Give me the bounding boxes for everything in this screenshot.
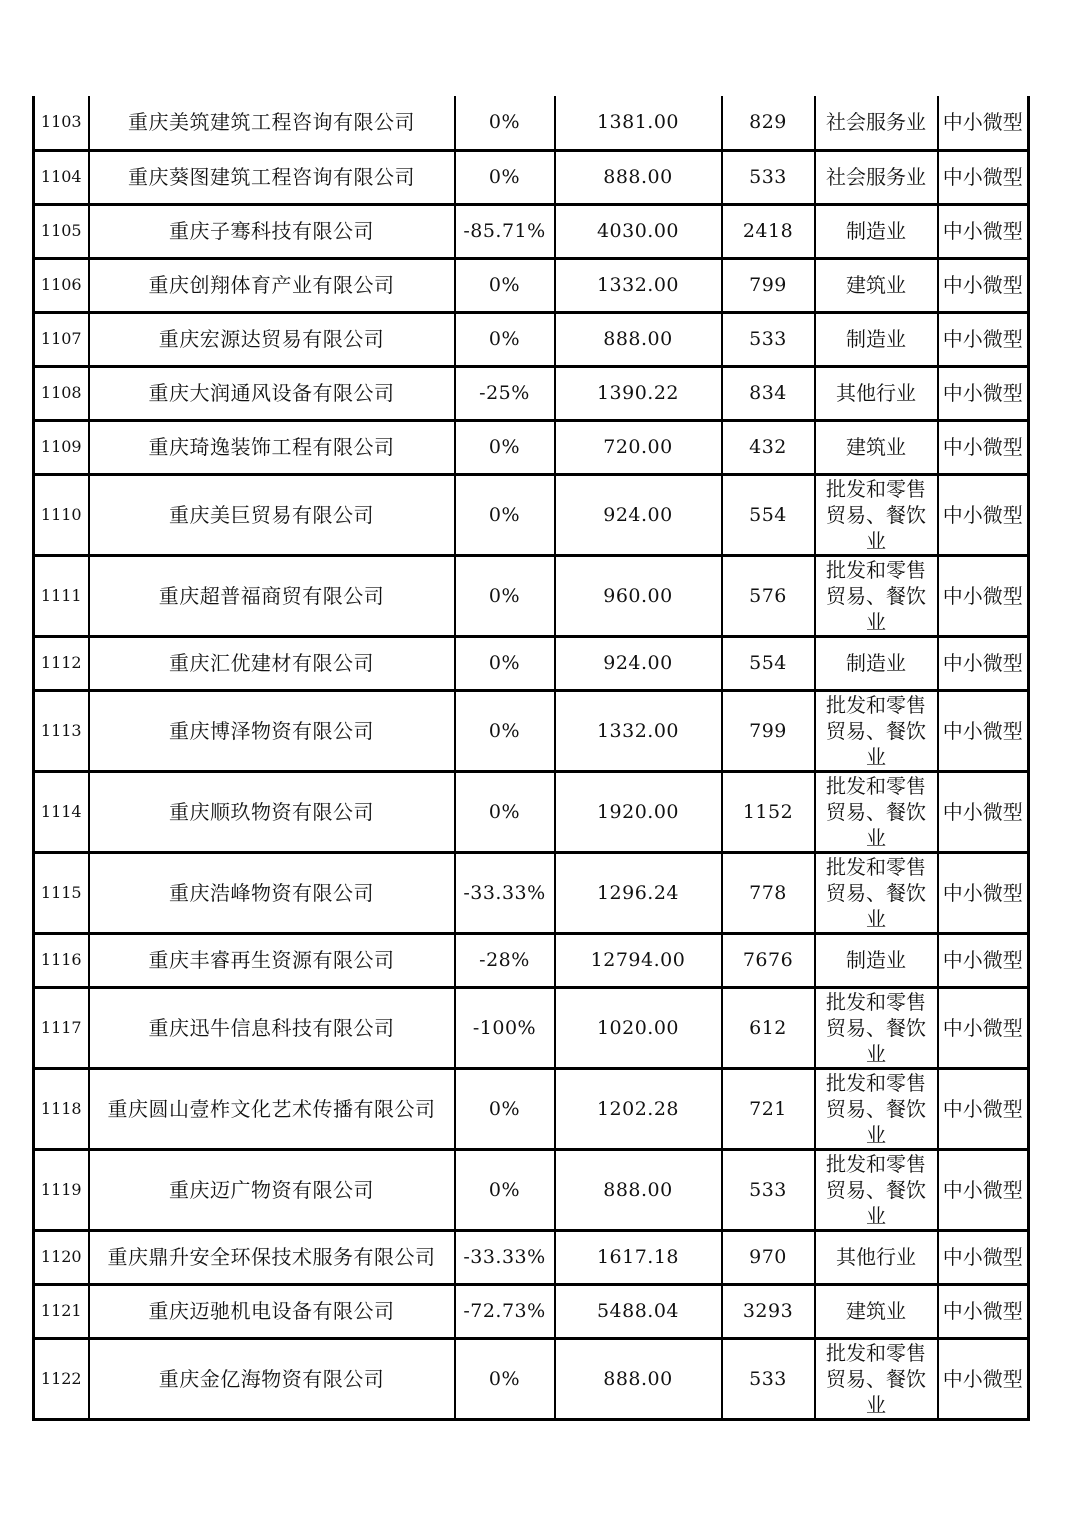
- amount-cell: 1202.28: [555, 1068, 722, 1149]
- row-number-cell: 1119: [34, 1149, 89, 1230]
- table-row: [34, 1230, 1029, 1284]
- change-rate-cell: -28%: [455, 933, 555, 987]
- enterprise-type-cell: 中小微型: [938, 1149, 1029, 1230]
- company-name-cell: 重庆创翔体育产业有限公司: [89, 258, 455, 312]
- value-cell: 7676: [722, 933, 815, 987]
- table-row: [34, 690, 1029, 771]
- change-rate-cell: 0%: [455, 258, 555, 312]
- value-cell: 554: [722, 474, 815, 555]
- value-cell: 533: [722, 1338, 815, 1419]
- industry-cell: 制造业: [815, 204, 938, 258]
- change-rate-cell: -25%: [455, 366, 555, 420]
- enterprise-type-cell: 中小微型: [938, 1068, 1029, 1149]
- company-name-cell: 重庆迅牛信息科技有限公司: [89, 987, 455, 1068]
- amount-cell: 888.00: [555, 150, 722, 204]
- table-row: [34, 1068, 1029, 1149]
- company-name-cell: 重庆美巨贸易有限公司: [89, 474, 455, 555]
- value-cell: 721: [722, 1068, 815, 1149]
- table-body: [34, 96, 1029, 1419]
- industry-cell: 批发和零售贸易、餐饮业: [815, 690, 938, 771]
- enterprise-type-cell: 中小微型: [938, 312, 1029, 366]
- industry-cell: 批发和零售贸易、餐饮业: [815, 987, 938, 1068]
- table-row: [34, 1338, 1029, 1419]
- enterprise-type-cell: 中小微型: [938, 420, 1029, 474]
- table-row: [34, 1284, 1029, 1338]
- table-row: [34, 987, 1029, 1068]
- table-row: [34, 312, 1029, 366]
- table-row: [34, 150, 1029, 204]
- amount-cell: 5488.04: [555, 1284, 722, 1338]
- change-rate-cell: 0%: [455, 1068, 555, 1149]
- enterprise-type-cell: 中小微型: [938, 150, 1029, 204]
- value-cell: 533: [722, 150, 815, 204]
- table-row: [34, 204, 1029, 258]
- change-rate-cell: 0%: [455, 474, 555, 555]
- change-rate-cell: 0%: [455, 96, 555, 150]
- industry-cell: 批发和零售贸易、餐饮业: [815, 1068, 938, 1149]
- table-row: [34, 420, 1029, 474]
- row-number-cell: 1117: [34, 987, 89, 1068]
- value-cell: 1152: [722, 771, 815, 852]
- change-rate-cell: 0%: [455, 771, 555, 852]
- industry-cell: 批发和零售贸易、餐饮业: [815, 1149, 938, 1230]
- amount-cell: 888.00: [555, 312, 722, 366]
- industry-cell: 批发和零售贸易、餐饮业: [815, 555, 938, 636]
- value-cell: 2418: [722, 204, 815, 258]
- value-cell: 3293: [722, 1284, 815, 1338]
- amount-cell: 924.00: [555, 636, 722, 690]
- row-number-cell: 1111: [34, 555, 89, 636]
- company-name-cell: 重庆浩峰物资有限公司: [89, 852, 455, 933]
- company-name-cell: 重庆葵图建筑工程咨询有限公司: [89, 150, 455, 204]
- industry-cell: 社会服务业: [815, 96, 938, 150]
- industry-cell: 社会服务业: [815, 150, 938, 204]
- change-rate-cell: 0%: [455, 1338, 555, 1419]
- amount-cell: 4030.00: [555, 204, 722, 258]
- row-number-cell: 1122: [34, 1338, 89, 1419]
- company-name-cell: 重庆丰睿再生资源有限公司: [89, 933, 455, 987]
- value-cell: 576: [722, 555, 815, 636]
- company-name-cell: 重庆迈广物资有限公司: [89, 1149, 455, 1230]
- row-number-cell: 1121: [34, 1284, 89, 1338]
- industry-cell: 批发和零售贸易、餐饮业: [815, 771, 938, 852]
- value-cell: 432: [722, 420, 815, 474]
- company-name-cell: 重庆大润通风设备有限公司: [89, 366, 455, 420]
- row-number-cell: 1118: [34, 1068, 89, 1149]
- row-number-cell: 1116: [34, 933, 89, 987]
- table-row: [34, 852, 1029, 933]
- value-cell: 834: [722, 366, 815, 420]
- enterprise-type-cell: 中小微型: [938, 96, 1029, 150]
- enterprise-type-cell: 中小微型: [938, 474, 1029, 555]
- table-row: [34, 258, 1029, 312]
- industry-cell: 其他行业: [815, 366, 938, 420]
- table-row: [34, 555, 1029, 636]
- enterprise-type-cell: 中小微型: [938, 258, 1029, 312]
- value-cell: 612: [722, 987, 815, 1068]
- company-name-cell: 重庆迈驰机电设备有限公司: [89, 1284, 455, 1338]
- amount-cell: 888.00: [555, 1149, 722, 1230]
- table-row: [34, 1149, 1029, 1230]
- amount-cell: 888.00: [555, 1338, 722, 1419]
- enterprise-type-cell: 中小微型: [938, 771, 1029, 852]
- amount-cell: 960.00: [555, 555, 722, 636]
- amount-cell: 1381.00: [555, 96, 722, 150]
- row-number-cell: 1107: [34, 312, 89, 366]
- change-rate-cell: 0%: [455, 420, 555, 474]
- amount-cell: 1617.18: [555, 1230, 722, 1284]
- company-name-cell: 重庆圆山壹柞文化艺术传播有限公司: [89, 1068, 455, 1149]
- change-rate-cell: -85.71%: [455, 204, 555, 258]
- company-name-cell: 重庆金亿海物资有限公司: [89, 1338, 455, 1419]
- row-number-cell: 1114: [34, 771, 89, 852]
- change-rate-cell: 0%: [455, 1149, 555, 1230]
- enterprise-type-cell: 中小微型: [938, 933, 1029, 987]
- company-name-cell: 重庆美筑建筑工程咨询有限公司: [89, 96, 455, 150]
- table-row: [34, 933, 1029, 987]
- company-name-cell: 重庆顺玖物资有限公司: [89, 771, 455, 852]
- row-number-cell: 1104: [34, 150, 89, 204]
- enterprise-type-cell: 中小微型: [938, 690, 1029, 771]
- row-number-cell: 1106: [34, 258, 89, 312]
- industry-cell: 建筑业: [815, 420, 938, 474]
- company-name-cell: 重庆子骞科技有限公司: [89, 204, 455, 258]
- company-name-cell: 重庆鼎升安全环保技术服务有限公司: [89, 1230, 455, 1284]
- row-number-cell: 1105: [34, 204, 89, 258]
- change-rate-cell: 0%: [455, 150, 555, 204]
- company-table: [32, 96, 1030, 1421]
- industry-cell: 建筑业: [815, 1284, 938, 1338]
- amount-cell: 720.00: [555, 420, 722, 474]
- change-rate-cell: 0%: [455, 312, 555, 366]
- value-cell: 799: [722, 258, 815, 312]
- amount-cell: 1332.00: [555, 258, 722, 312]
- change-rate-cell: 0%: [455, 555, 555, 636]
- row-number-cell: 1112: [34, 636, 89, 690]
- enterprise-type-cell: 中小微型: [938, 636, 1029, 690]
- industry-cell: 建筑业: [815, 258, 938, 312]
- table-row: [34, 366, 1029, 420]
- industry-cell: 其他行业: [815, 1230, 938, 1284]
- value-cell: 970: [722, 1230, 815, 1284]
- amount-cell: 1920.00: [555, 771, 722, 852]
- value-cell: 778: [722, 852, 815, 933]
- enterprise-type-cell: 中小微型: [938, 366, 1029, 420]
- industry-cell: 批发和零售贸易、餐饮业: [815, 474, 938, 555]
- industry-cell: 批发和零售贸易、餐饮业: [815, 1338, 938, 1419]
- amount-cell: 1296.24: [555, 852, 722, 933]
- change-rate-cell: -33.33%: [455, 1230, 555, 1284]
- row-number-cell: 1113: [34, 690, 89, 771]
- company-name-cell: 重庆超普福商贸有限公司: [89, 555, 455, 636]
- change-rate-cell: 0%: [455, 636, 555, 690]
- change-rate-cell: -72.73%: [455, 1284, 555, 1338]
- value-cell: 554: [722, 636, 815, 690]
- row-number-cell: 1110: [34, 474, 89, 555]
- industry-cell: 批发和零售贸易、餐饮业: [815, 852, 938, 933]
- enterprise-type-cell: 中小微型: [938, 987, 1029, 1068]
- industry-cell: 制造业: [815, 312, 938, 366]
- change-rate-cell: -100%: [455, 987, 555, 1068]
- amount-cell: 12794.00: [555, 933, 722, 987]
- row-number-cell: 1115: [34, 852, 89, 933]
- value-cell: 533: [722, 312, 815, 366]
- enterprise-type-cell: 中小微型: [938, 204, 1029, 258]
- value-cell: 533: [722, 1149, 815, 1230]
- amount-cell: 1020.00: [555, 987, 722, 1068]
- row-number-cell: 1103: [34, 96, 89, 150]
- table-row: [34, 771, 1029, 852]
- amount-cell: 1332.00: [555, 690, 722, 771]
- enterprise-type-cell: 中小微型: [938, 1338, 1029, 1419]
- enterprise-type-cell: 中小微型: [938, 1284, 1029, 1338]
- amount-cell: 1390.22: [555, 366, 722, 420]
- value-cell: 799: [722, 690, 815, 771]
- change-rate-cell: -33.33%: [455, 852, 555, 933]
- value-cell: 829: [722, 96, 815, 150]
- company-name-cell: 重庆琦逸装饰工程有限公司: [89, 420, 455, 474]
- company-name-cell: 重庆汇优建材有限公司: [89, 636, 455, 690]
- amount-cell: 924.00: [555, 474, 722, 555]
- enterprise-type-cell: 中小微型: [938, 852, 1029, 933]
- enterprise-type-cell: 中小微型: [938, 1230, 1029, 1284]
- row-number-cell: 1108: [34, 366, 89, 420]
- company-name-cell: 重庆宏源达贸易有限公司: [89, 312, 455, 366]
- row-number-cell: 1109: [34, 420, 89, 474]
- change-rate-cell: 0%: [455, 690, 555, 771]
- table-row: [34, 96, 1029, 150]
- row-number-cell: 1120: [34, 1230, 89, 1284]
- industry-cell: 制造业: [815, 933, 938, 987]
- enterprise-type-cell: 中小微型: [938, 555, 1029, 636]
- table-row: [34, 474, 1029, 555]
- industry-cell: 制造业: [815, 636, 938, 690]
- company-name-cell: 重庆博泽物资有限公司: [89, 690, 455, 771]
- table-row: [34, 636, 1029, 690]
